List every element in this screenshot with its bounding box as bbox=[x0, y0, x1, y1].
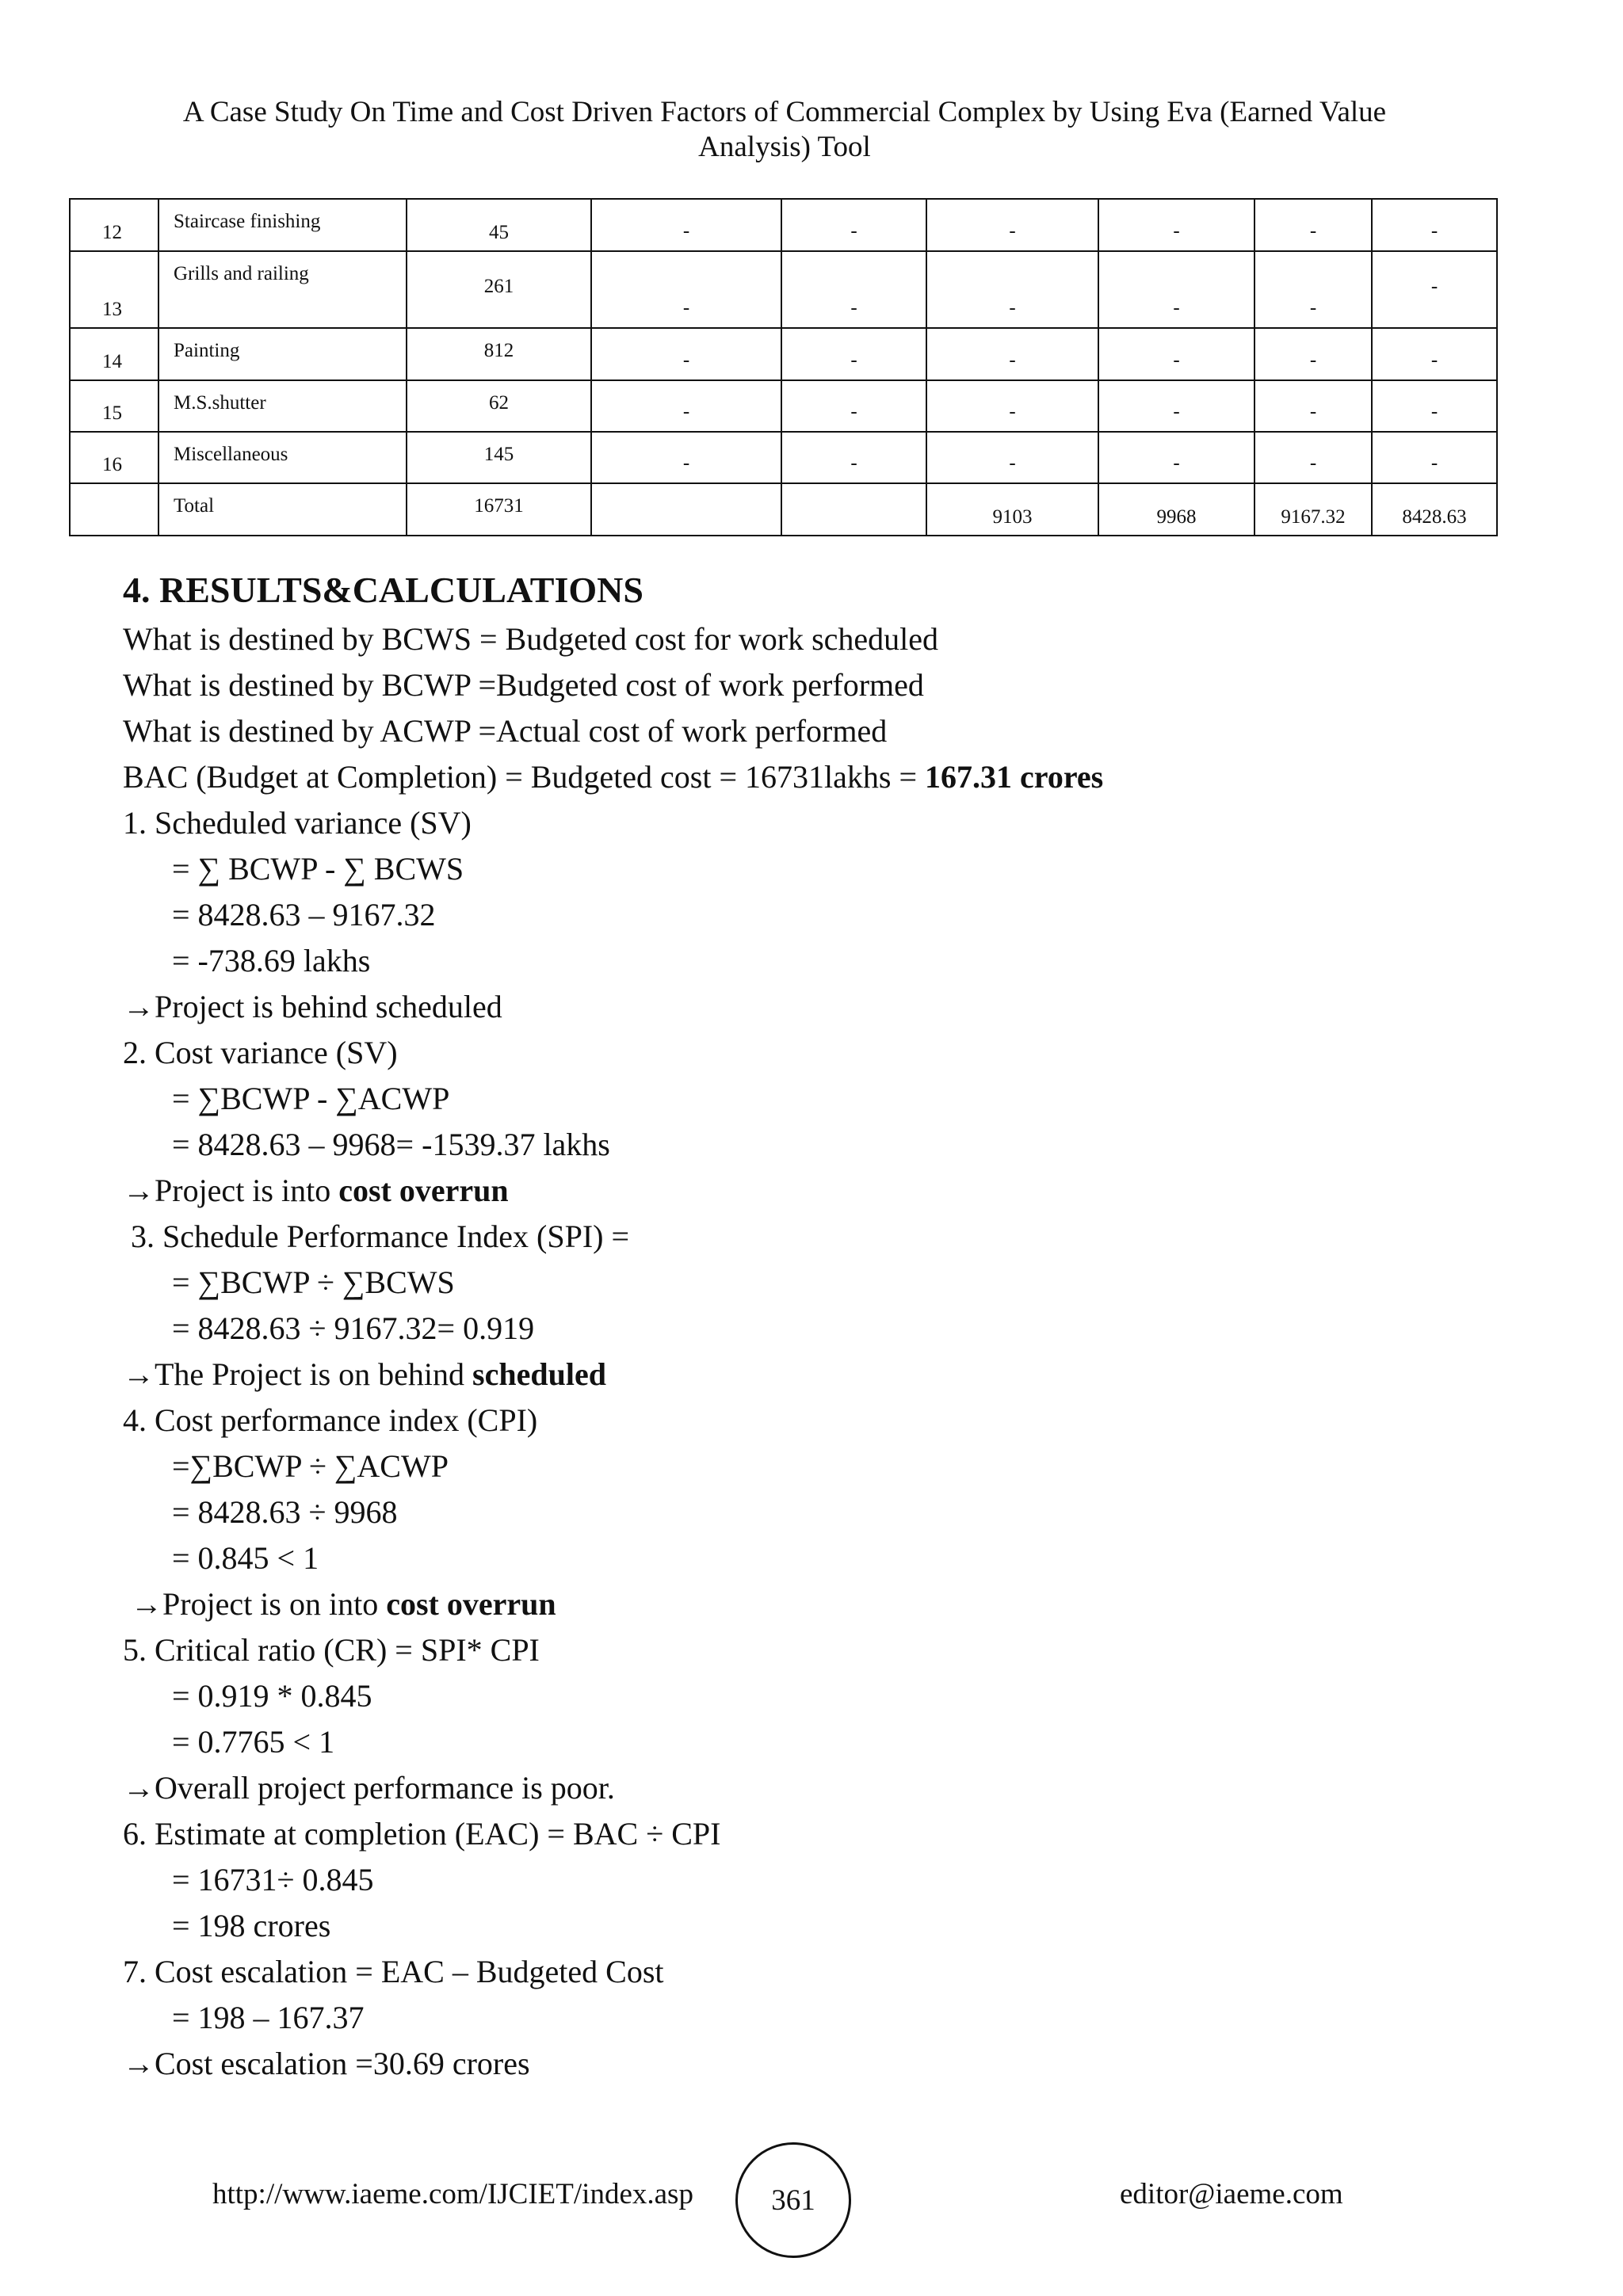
row-quantity: 45 bbox=[489, 222, 509, 244]
text-line bbox=[123, 1581, 1430, 1627]
row-number: 15 bbox=[102, 402, 122, 424]
row-cell: - bbox=[850, 220, 857, 242]
row-quantity: 145 bbox=[483, 444, 514, 465]
row-cell: - bbox=[1173, 452, 1180, 474]
text-line: 1. Scheduled variance (SV) bbox=[123, 805, 472, 841]
row-quantity: 812 bbox=[483, 340, 514, 361]
row-cell: - bbox=[682, 401, 690, 422]
equation-line: = 0.845 < 1 bbox=[172, 1540, 319, 1576]
row-cell: - bbox=[1309, 452, 1317, 474]
text-run: →Project is on into bbox=[131, 1586, 387, 1622]
row-cell: - bbox=[1009, 452, 1016, 474]
row-cell: - bbox=[1009, 220, 1016, 242]
section-heading: 4. RESULTS&CALCULATIONS bbox=[123, 570, 643, 610]
row-cell: - bbox=[682, 349, 690, 371]
equation-line: = 8428.63 ÷ 9968 bbox=[172, 1494, 398, 1530]
results-section bbox=[123, 564, 1430, 2087]
running-header-line-1: A Case Study On Time and Cost Driven Factors of Commercial Complex by Using Eva (Earned Value bbox=[182, 96, 1387, 128]
row-cell: - bbox=[1009, 297, 1016, 318]
equation-line: = 198 – 167.37 bbox=[172, 2000, 365, 2035]
text-line: What is destined by BCWS = Budgeted cost for work scheduled bbox=[123, 621, 939, 657]
text-line: 4. Cost performance index (CPI) bbox=[123, 1402, 538, 1438]
bold-text: cost overrun bbox=[338, 1173, 509, 1208]
row-cell: - bbox=[682, 297, 690, 318]
running-header-line-2: Analysis) Tool bbox=[698, 131, 871, 163]
equation-line: =∑BCWP ÷ ∑ACWP bbox=[172, 1448, 449, 1484]
row-cell: - bbox=[682, 220, 690, 242]
text-line: 5. Critical ratio (CR) = SPI* CPI bbox=[123, 1632, 540, 1668]
text-line: →Overall project performance is poor. bbox=[123, 1770, 615, 1806]
cost-table bbox=[69, 198, 1498, 536]
equation-line: = 8428.63 – 9968= -1539.37 lakhs bbox=[172, 1127, 610, 1162]
row-cell: - bbox=[850, 349, 857, 371]
text-line: →Cost escalation =30.69 crores bbox=[123, 2046, 530, 2081]
text-line: 2. Cost variance (SV) bbox=[123, 1035, 398, 1070]
row-quantity: 261 bbox=[483, 276, 514, 297]
row-cell: - bbox=[1309, 220, 1317, 242]
equation-line: = ∑BCWP - ∑ACWP bbox=[172, 1081, 450, 1116]
row-cell: - bbox=[1430, 220, 1438, 242]
row-item-name: Staircase finishing bbox=[174, 211, 321, 232]
equation-line: = 8428.63 – 9167.32 bbox=[172, 897, 436, 933]
row-cell: - bbox=[1173, 220, 1180, 242]
total-cell: 9103 bbox=[992, 506, 1033, 528]
running-header bbox=[95, 95, 1474, 165]
row-cell: - bbox=[1173, 297, 1180, 318]
table-row bbox=[70, 251, 1497, 328]
bold-text: scheduled bbox=[472, 1356, 606, 1392]
equation-line: = 0.919 * 0.845 bbox=[172, 1678, 372, 1714]
row-cell: - bbox=[1309, 297, 1317, 318]
row-cell: - bbox=[1009, 401, 1016, 422]
row-cell: - bbox=[1009, 349, 1016, 371]
row-cell: - bbox=[850, 297, 857, 318]
text-line bbox=[123, 1168, 1430, 1214]
row-cell: - bbox=[850, 452, 857, 474]
text-line: →Project is behind scheduled bbox=[123, 989, 502, 1024]
total-cell: 9968 bbox=[1156, 506, 1197, 528]
table-row bbox=[70, 380, 1497, 432]
total-cell: 8428.63 bbox=[1402, 506, 1467, 528]
row-item-name: Grills and railing bbox=[174, 263, 309, 284]
bold-text: 167.31 crores bbox=[925, 759, 1104, 795]
row-cell: - bbox=[850, 401, 857, 422]
equation-line: = 8428.63 ÷ 9167.32= 0.919 bbox=[172, 1310, 535, 1346]
row-cell: - bbox=[1173, 401, 1180, 422]
page-number bbox=[735, 2142, 851, 2258]
total-label: Total bbox=[174, 495, 215, 517]
total-quantity: 16731 bbox=[474, 495, 524, 517]
text-run: BAC (Budget at Completion) = Budgeted cost = 16731lakhs = bbox=[123, 759, 926, 795]
row-number: 13 bbox=[102, 299, 122, 320]
row-quantity: 62 bbox=[489, 392, 509, 414]
table-row bbox=[70, 328, 1497, 380]
row-cell: - bbox=[1430, 276, 1438, 297]
row-cell: - bbox=[1430, 401, 1438, 422]
table-row bbox=[70, 432, 1497, 483]
footer-email-link[interactable]: editor@iaeme.com bbox=[1120, 2178, 1343, 2210]
text-line bbox=[123, 1352, 1430, 1398]
row-cell: - bbox=[1309, 401, 1317, 422]
row-item-name: Painting bbox=[174, 340, 240, 361]
row-cell: - bbox=[1430, 452, 1438, 474]
row-cell: - bbox=[1430, 349, 1438, 371]
row-cell: - bbox=[1309, 349, 1317, 371]
row-cell: - bbox=[1173, 349, 1180, 371]
row-cell: - bbox=[682, 452, 690, 474]
text-line: 7. Cost escalation = EAC – Budgeted Cost bbox=[123, 1954, 664, 1989]
page-number-text: 361 bbox=[771, 2183, 815, 2217]
text-line: What is destined by BCWP =Budgeted cost of work performed bbox=[123, 667, 924, 703]
text-line bbox=[123, 754, 1430, 800]
text-run: →The Project is on behind bbox=[123, 1356, 473, 1392]
table-row bbox=[70, 199, 1497, 251]
text-run: →Project is into bbox=[123, 1173, 339, 1208]
row-item-name: M.S.shutter bbox=[174, 392, 266, 414]
row-number: 16 bbox=[102, 454, 122, 475]
equation-line: = 0.7765 < 1 bbox=[172, 1724, 335, 1760]
bold-text: cost overrun bbox=[386, 1586, 556, 1622]
row-item-name: Miscellaneous bbox=[174, 444, 288, 465]
text-line: 3. Schedule Performance Index (SPI) = bbox=[131, 1219, 630, 1254]
text-line: 6. Estimate at completion (EAC) = BAC ÷ CPI bbox=[123, 1816, 721, 1852]
total-cell: 9167.32 bbox=[1281, 506, 1346, 528]
equation-line: = ∑BCWP ÷ ∑BCWS bbox=[172, 1264, 455, 1300]
row-number: 14 bbox=[102, 351, 122, 372]
equation-line: = 16731÷ 0.845 bbox=[172, 1862, 374, 1897]
text-line: What is destined by ACWP =Actual cost of work performed bbox=[123, 713, 888, 749]
equation-line: = 198 crores bbox=[172, 1908, 331, 1943]
equation-line: = -738.69 lakhs bbox=[172, 943, 371, 978]
table-total-row bbox=[70, 483, 1497, 536]
row-number: 12 bbox=[102, 222, 122, 243]
equation-line: = ∑ BCWP - ∑ BCWS bbox=[172, 851, 464, 887]
footer-url-link[interactable]: http://www.iaeme.com/IJCIET/index.asp bbox=[212, 2178, 693, 2210]
